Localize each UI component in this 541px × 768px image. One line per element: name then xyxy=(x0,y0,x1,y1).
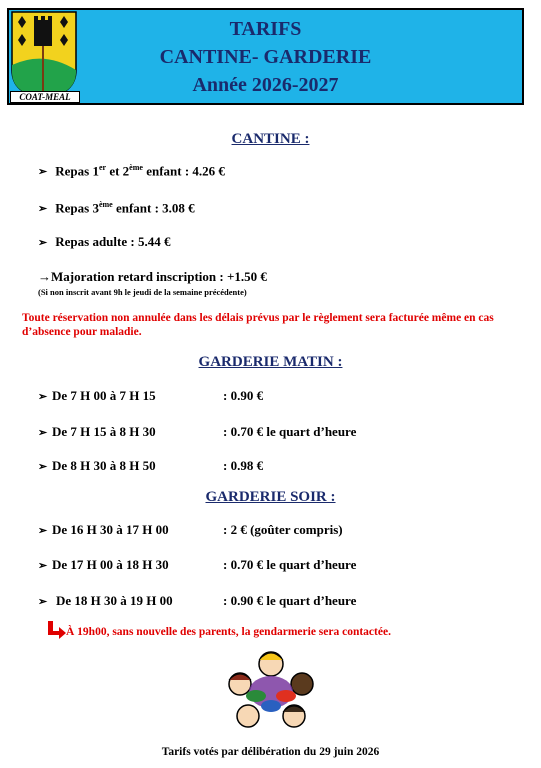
cantine-warning: Toute réservation non annulée dans les délais prévus par le règlement sera facturée même en cas d’absence pour maladie. xyxy=(22,312,494,338)
gendarmerie-alert: À 19h00, sans nouvelle des parents, la gendarmerie sera contactée. xyxy=(66,626,391,638)
section-cantine xyxy=(0,131,541,148)
item-text: Repas 3 xyxy=(55,200,99,216)
soir-item-2 xyxy=(38,557,169,573)
item-time: De 17 H 00 à 18 H 30 xyxy=(52,557,169,572)
footer-deliberation: Tarifs votés par délibération du 29 juin 2026 xyxy=(161,746,380,758)
matin-item-2 xyxy=(38,424,156,440)
item-time: De 7 H 00 à 7 H 15 xyxy=(52,388,156,403)
item-time: De 16 H 30 à 17 H 00 xyxy=(52,522,169,537)
soir-price-3: : 0.90 € le quart d’heure xyxy=(223,593,357,608)
section-matin-title: GARDERIE MATIN : xyxy=(198,354,343,370)
cantine-item-1 xyxy=(38,163,225,179)
title-cantine-garderie: CANTINE- GARDERIE xyxy=(159,46,372,68)
children-circle-icon xyxy=(222,650,320,734)
soir-price-2: : 0.70 € le quart d’heure xyxy=(223,557,357,572)
majoration-note: (Si non inscrit avant 9h le jeudi de la semaine précédente) xyxy=(38,287,247,297)
cantine-item-2 xyxy=(38,200,195,216)
soir-price-1: : 2 € (goûter compris) xyxy=(223,522,343,537)
sup-text: er xyxy=(98,163,107,172)
matin-item-1 xyxy=(38,388,156,404)
matin-price-1: : 0.90 € xyxy=(223,388,264,403)
section-soir-title: GARDERIE SOIR : xyxy=(205,489,336,505)
item-text: Repas adulte : 5.44 € xyxy=(55,234,171,249)
item-time: De 8 H 30 à 8 H 50 xyxy=(52,458,156,473)
item-text: enfant : 4.26 € xyxy=(142,163,225,179)
item-time: De 18 H 30 à 19 H 00 xyxy=(56,593,173,608)
bullet-arrow-icon: ➢ xyxy=(38,525,48,537)
bullet-arrow-icon: ➢ xyxy=(38,427,48,439)
title-tarifs: TARIFS xyxy=(229,18,302,40)
matin-price-3: : 0.98 € xyxy=(223,458,264,473)
bullet-arrow-icon: ➢ xyxy=(38,596,48,608)
item-time: De 7 H 15 à 8 H 30 xyxy=(52,424,156,439)
coat-meal-crest-icon xyxy=(10,10,78,100)
sup-text: ème xyxy=(98,200,113,209)
majoration-line: →Majoration retard inscription : +1.50 € xyxy=(38,269,267,284)
title-annee: Année 2026-2027 xyxy=(192,74,339,96)
bullet-arrow-icon: ➢ xyxy=(38,461,48,473)
bullet-arrow-icon: ➢ xyxy=(38,203,48,216)
item-text: enfant : 3.08 € xyxy=(112,200,195,216)
section-garderie-soir xyxy=(0,489,541,506)
cantine-item-3 xyxy=(38,234,170,250)
sup-text: ème xyxy=(129,163,143,172)
bullet-arrow-icon: ➢ xyxy=(38,166,48,179)
bullet-arrow-icon: ➢ xyxy=(38,391,48,403)
crest-label: COAT-MEAL xyxy=(10,91,80,103)
item-text: Repas 1 xyxy=(55,163,99,179)
soir-item-1 xyxy=(38,522,169,538)
red-turn-arrow-icon xyxy=(46,621,66,639)
bullet-arrow-icon: ➢ xyxy=(38,237,48,249)
matin-item-3 xyxy=(38,458,156,474)
section-cantine-title: CANTINE : xyxy=(231,131,310,147)
section-garderie-matin xyxy=(0,354,541,371)
soir-item-3 xyxy=(38,593,173,609)
header-banner xyxy=(7,8,524,105)
item-text: et 2 xyxy=(106,163,130,179)
bullet-arrow-icon: ➢ xyxy=(38,560,48,572)
matin-price-2: : 0.70 € le quart d’heure xyxy=(223,424,357,439)
